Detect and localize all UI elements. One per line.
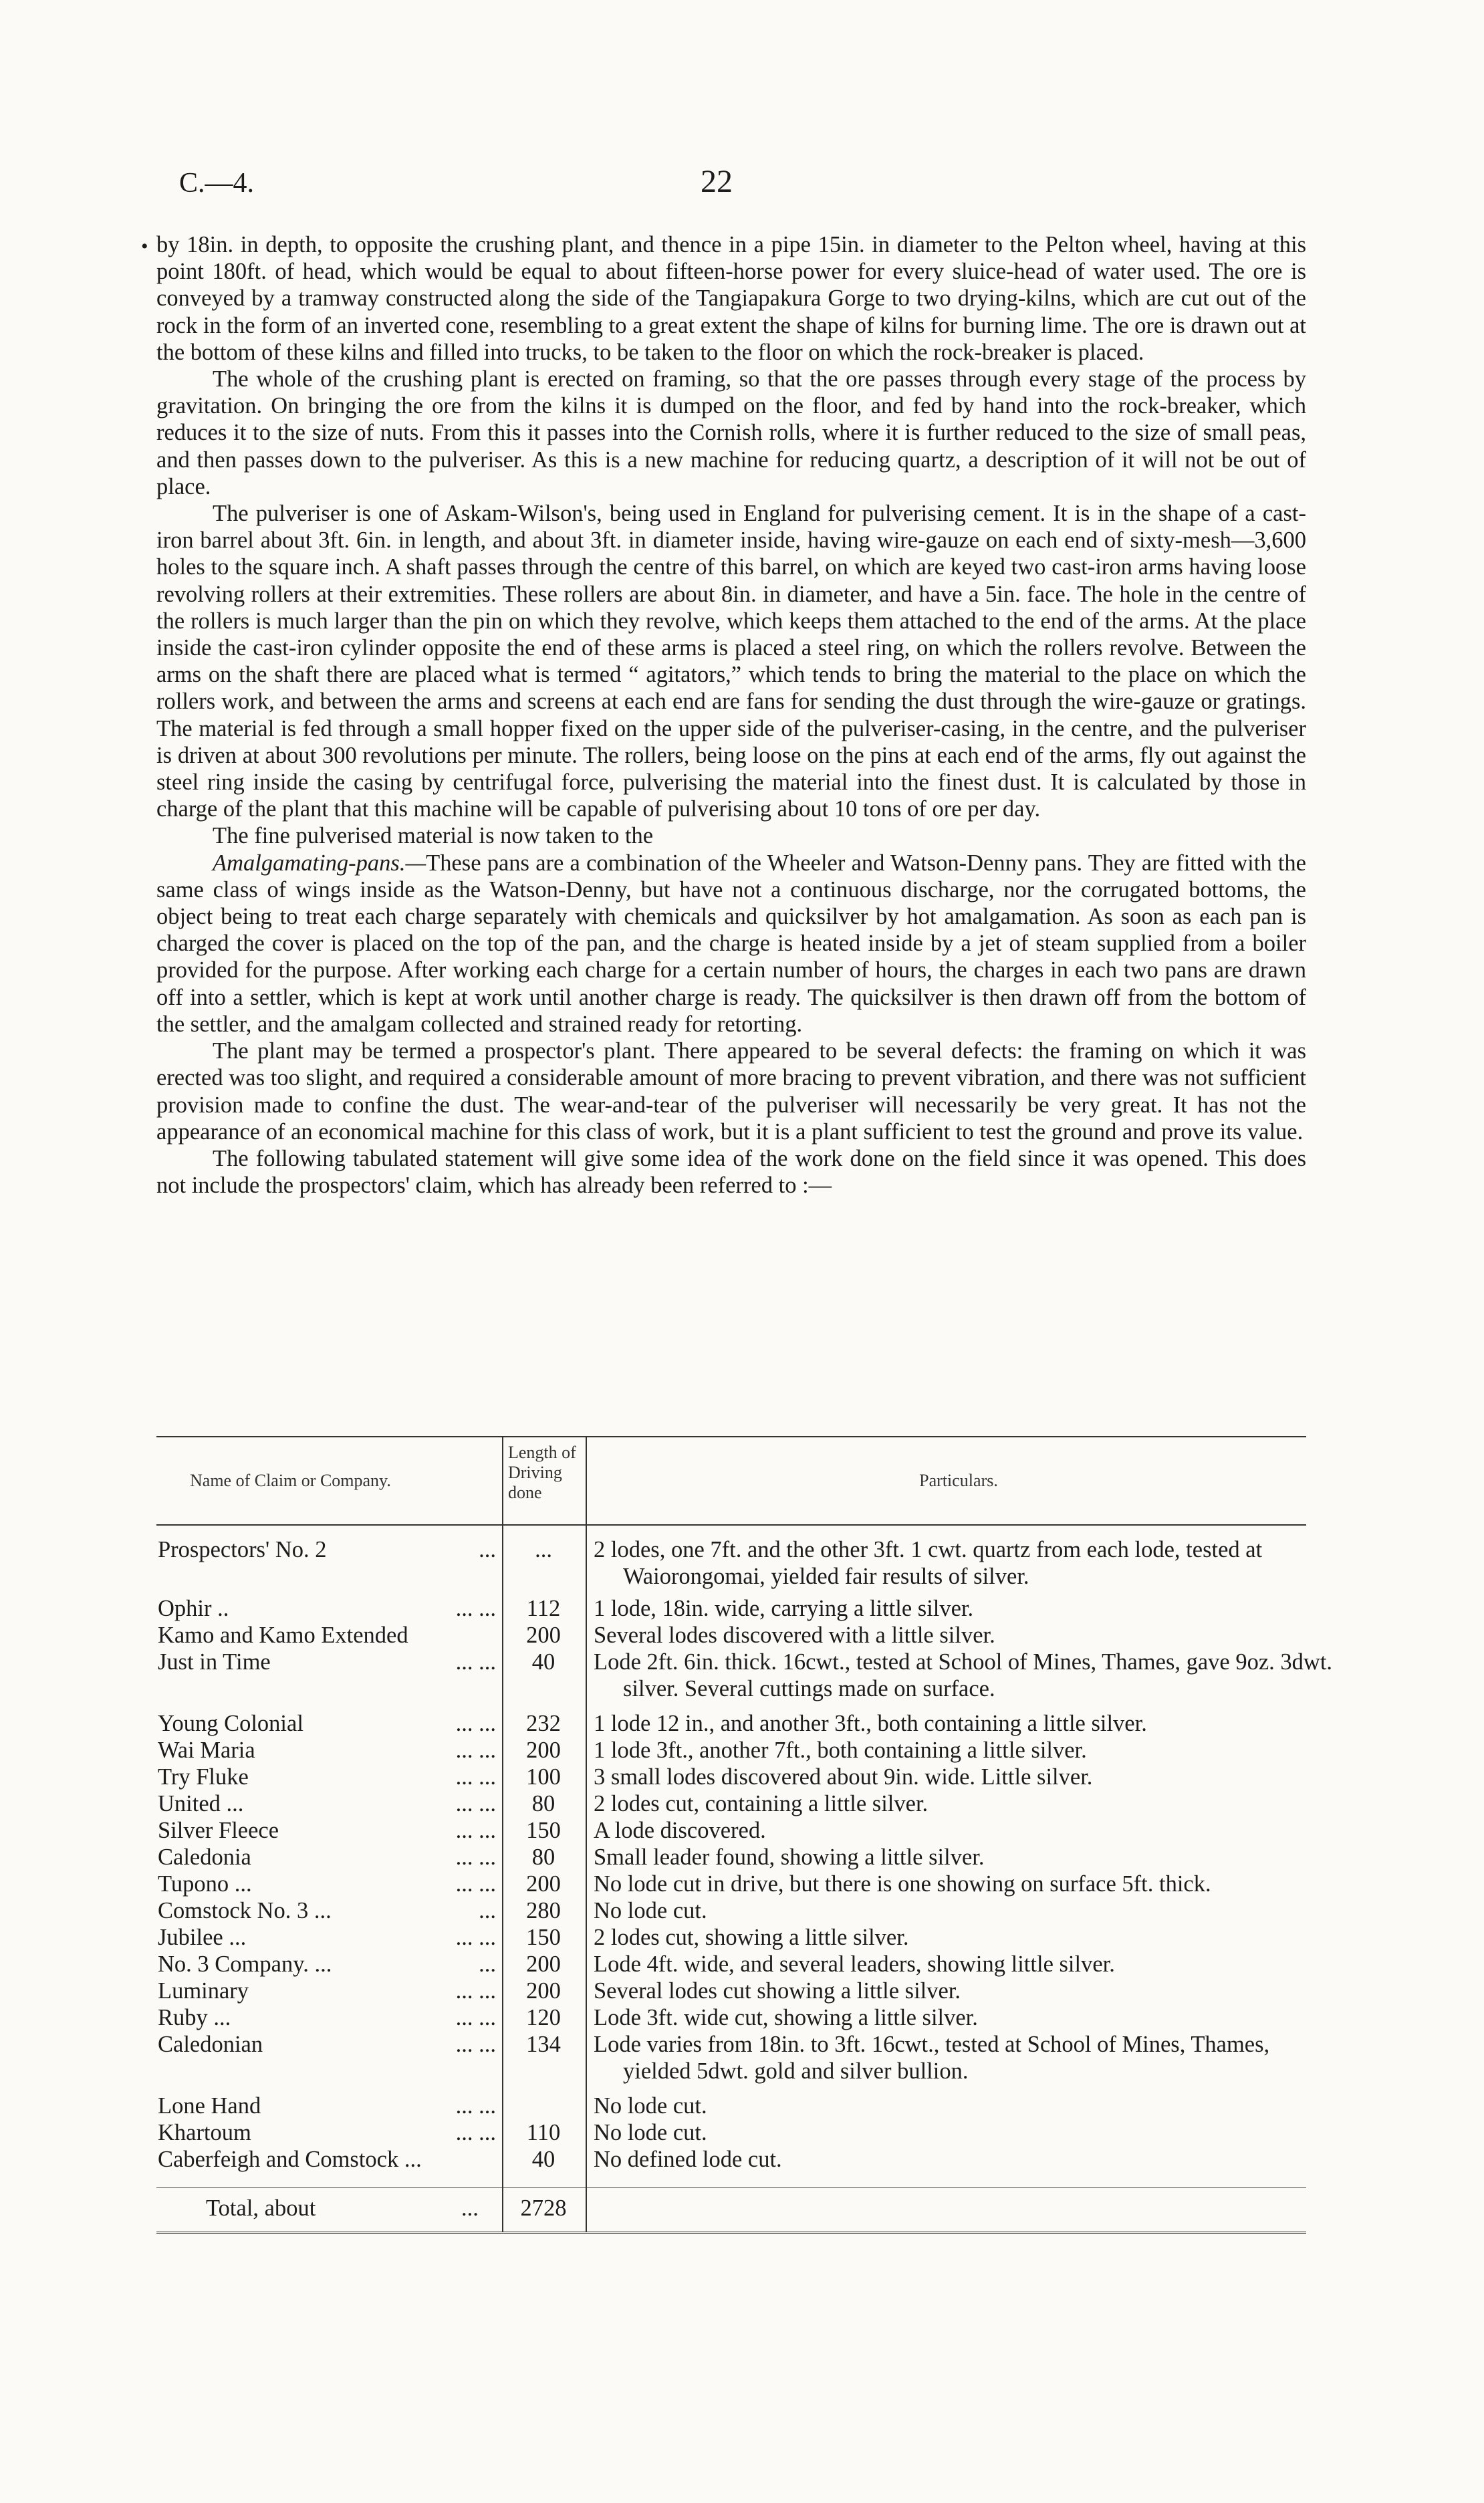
paragraph-text: These pans are a combination of the Wheeler and Watson-Denny pans. They are fitted with the same class of wings inside as the Watson-Denny, but have not a continuous discharge, nor the corrugated bottoms, the object being to treat each charge separately with chemicals and quicksilver by hot amalgamation. As soon as each pan is charged the cover is placed on the top of the pan, and the charge is heated inside by a jet of steam supplied from a boiler provided for the purpose. After working each charge for a certain number of hours, the charges in each two pans are drawn off into a settler, which is kept at work until another charge is ready. The quicksilver is then drawn off from the bottom of the settler, and the amalgam collected and strained ready for retorting. xyxy=(156,850,1306,1037)
leader-dots: ... xyxy=(479,1898,496,1923)
claim-name: Jubilee ... xyxy=(158,1925,247,1950)
driving-length: 200 xyxy=(526,1871,561,1897)
particulars: 2 lodes cut, containing a little silver. xyxy=(594,1791,929,1816)
claim-name: Caledonia xyxy=(158,1844,251,1870)
claim-name: Khartoum xyxy=(158,2120,251,2145)
margin-mark-icon: • xyxy=(141,235,148,257)
leader-dots: ... ... xyxy=(455,1738,496,1763)
leader-dots: ... ... xyxy=(455,1711,496,1736)
header-name: Name of Claim or Company. xyxy=(190,1471,391,1490)
claim-name: Caberfeigh and Comstock ... xyxy=(158,2147,422,2172)
table-row xyxy=(156,1897,1306,1924)
table-row xyxy=(156,2093,1306,2119)
particulars: No lode cut. xyxy=(594,2120,707,2145)
driving-length: 232 xyxy=(526,1711,561,1736)
table-row xyxy=(156,1817,1306,1844)
driving-length: 120 xyxy=(526,2005,561,2030)
driving-length: 150 xyxy=(526,1925,561,1950)
claim-name: Young Colonial xyxy=(158,1711,303,1736)
driving-length: 150 xyxy=(526,1818,561,1843)
section-heading: Amalgamating-pans.— xyxy=(213,850,426,876)
document-reference: C.—4. xyxy=(179,168,255,199)
total-label: Total, about xyxy=(206,2195,316,2221)
table-row xyxy=(156,1924,1306,1951)
table-rule xyxy=(156,2187,1306,2188)
claim-name: Wai Maria xyxy=(158,1738,255,1763)
table-row xyxy=(156,1978,1306,2004)
driving-length: 200 xyxy=(526,1978,561,2004)
claim-name: Try Fluke xyxy=(158,1764,249,1790)
table-row xyxy=(156,1710,1306,1737)
claim-name: Silver Fleece xyxy=(158,1818,279,1843)
page-number: 22 xyxy=(701,164,733,199)
particulars: Lode 2ft. 6in. thick. 16cwt., tested at School of Mines, Thames, gave 9oz. 3dwt. silver. Several cuttings made on surface. xyxy=(594,1649,1333,1701)
driving-length: 40 xyxy=(531,2147,555,2172)
particulars: Lode 3ft. wide cut, showing a little silver. xyxy=(594,2005,978,2030)
table-body xyxy=(156,1536,1333,2173)
driving-length: 80 xyxy=(531,1844,555,1870)
table-rule xyxy=(156,1524,1306,1526)
claim-name: Prospectors' No. 2 xyxy=(158,1537,327,1562)
driving-length: 110 xyxy=(526,2120,561,2145)
claim-name: Lone Hand xyxy=(158,2093,261,2119)
table-rule xyxy=(156,2232,1306,2236)
leader-dots: ... ... xyxy=(455,1871,496,1897)
particulars: 1 lode, 18in. wide, carrying a little silver. xyxy=(594,1596,974,1621)
particulars: Several lodes discovered with a little silver. xyxy=(594,1623,995,1648)
leader-dots: ... ... xyxy=(455,1844,496,1870)
paragraph: The whole of the crushing plant is erected on framing, so that the ore passes through every stage of the process by gravitation. On bringing the ore from the kilns it is dumped on the floor, and fed by hand into the rock-breaker, which reduces it to the size of nuts. From this it passes into the Cornish rolls, where it is further reduced to the size of small peas, and then passes down to the pulveriser. As this is a new machine for reducing quartz, a description of it will not be out of place. xyxy=(156,366,1306,499)
claim-name: Tupono ... xyxy=(158,1871,252,1897)
particulars: No lode cut in drive, but there is one showing on surface 5ft. thick. xyxy=(594,1871,1211,1897)
driving-length: 40 xyxy=(531,1649,555,1675)
table-row xyxy=(156,1790,1306,1817)
leader-dots: ... ... xyxy=(455,2032,496,2057)
paragraph: by 18in. in depth, to opposite the crushing plant, and thence in a pipe 15in. in diameter to the Pelton wheel, having at this point 180ft. of head, which would be equal to about fifteen-horse power for every sluice-head of water used. The ore is conveyed by a tramway constructed along the side of the Tangiapakura Gorge to two drying-kilns, which are cut out of the rock in the form of an inverted cone, resembling to a great extent the shape of kilns for burning lime. The ore is drawn out at the bottom of these kilns and filled into trucks, to be taken to the floor on which the rock-breaker is placed. xyxy=(156,232,1306,365)
driving-length: 134 xyxy=(526,2032,561,2057)
table-row xyxy=(156,2031,1306,2084)
claim-name: Ruby ... xyxy=(158,2005,231,2030)
paragraph xyxy=(156,850,1306,1038)
table-row xyxy=(156,2004,1306,2031)
leader-dots: ... xyxy=(461,2195,479,2221)
claim-name: United ... xyxy=(158,1791,244,1816)
table-row xyxy=(156,1871,1306,1897)
particulars: Lode varies from 18in. to 3ft. 16cwt., tested at School of Mines, Thames, yielded 5dwt. gold and silver bullion. xyxy=(594,2032,1270,2084)
driving-length: 80 xyxy=(531,1791,555,1816)
particulars: Several lodes cut showing a little silver. xyxy=(594,1978,961,2004)
claim-name: Luminary xyxy=(158,1978,249,2004)
particulars: A lode discovered. xyxy=(594,1818,766,1843)
table-row xyxy=(156,1844,1306,1871)
claim-name: Caledonian xyxy=(158,2032,263,2057)
driving-length: 200 xyxy=(526,1623,561,1648)
total-length: 2728 xyxy=(520,2195,567,2221)
leader-dots: ... xyxy=(479,1951,496,1977)
header-length: Length of Driving done xyxy=(508,1443,576,1502)
claim-name: Kamo and Kamo Extended xyxy=(158,1623,408,1648)
driving-length: 280 xyxy=(526,1898,561,1923)
table-row xyxy=(156,2119,1306,2146)
paragraph: The fine pulverised material is now taken to the xyxy=(213,823,654,849)
particulars: 1 lode 12 in., and another 3ft., both containing a little silver. xyxy=(594,1711,1147,1736)
particulars: No defined lode cut. xyxy=(594,2147,782,2172)
leader-dots: ... ... xyxy=(455,1649,496,1675)
particulars: 3 small lodes discovered about 9in. wide. Little silver. xyxy=(594,1764,1093,1790)
table-rule xyxy=(156,1436,1306,1437)
table-row xyxy=(156,1737,1306,1764)
leader-dots: ... ... xyxy=(455,2005,496,2030)
particulars: Small leader found, showing a little silver. xyxy=(594,1844,985,1870)
particulars: 2 lodes, one 7ft. and the other 3ft. 1 cwt. quartz from each lode, tested at Waiorongomai, yielded fair results of silver. xyxy=(594,1537,1263,1589)
page-header xyxy=(179,164,1290,214)
table-row xyxy=(156,1764,1306,1790)
driving-length: 112 xyxy=(526,1596,561,1621)
table-row xyxy=(156,2146,1306,2173)
particulars: No lode cut. xyxy=(594,2093,707,2119)
table-row xyxy=(156,1536,1306,1590)
particulars: 2 lodes cut, showing a little silver. xyxy=(594,1925,909,1950)
table-row xyxy=(156,1595,1306,1622)
leader-dots: ... ... xyxy=(455,1791,496,1816)
paragraph: The following tabulated statement will give some idea of the work done on the field since it was opened. This does not include the prospectors' claim, which has already been referred to :— xyxy=(156,1145,1306,1199)
leader-dots: ... ... xyxy=(455,1978,496,2004)
particulars: Lode 4ft. wide, and several leaders, showing little silver. xyxy=(594,1951,1115,1977)
particulars: No lode cut. xyxy=(594,1898,707,1923)
leader-dots: ... ... xyxy=(455,1925,496,1950)
leader-dots: ... ... xyxy=(455,1818,496,1843)
header-particulars: Particulars. xyxy=(919,1471,998,1490)
driving-length: 200 xyxy=(526,1738,561,1763)
table-row xyxy=(156,1649,1333,1702)
paragraph: The pulveriser is one of Askam-Wilson's, being used in England for pulverising cement. It is in the shape of a cast-iron barrel about 3ft. 6in. in length, and about 3ft. in diameter inside, having wire-gauze on each end of sixty-mesh—3,600 holes to the square inch. A shaft passes through the centre of this barrel, on which are keyed two cast-iron arms having loose revolving rollers at their extremities. These rollers are about 8in. in diameter, and have a 5in. face. The hole in the centre of the rollers is much larger than the pin on which they revolve, which keeps them attached to the end of the arms. At the place inside the cast-iron cylinder opposite the end of these arms is placed a steel ring, on which the rollers revolve. Between the arms on the shaft there are placed what is termed “ agitators,” which tends to bring the material to the place on which the rollers work, and between the arms and screens at each end are fans for sending the dust through the wire-gauze or gratings. The material is fed through a small hopper fixed on the upper side of the pulveriser-casing, in the centre, and the pulveriser is driven at about 300 revolutions per minute. The rollers, being loose on the pins at each end of the arms, fly out against the steel ring inside the casing by centrifugal force, pulverising the material into the finest dust. It is calculated by those in charge of the plant that this machine will be capable of pulverising about 10 tons of ore per day. xyxy=(156,501,1306,822)
claim-name: Just in Time xyxy=(158,1649,271,1675)
body-text xyxy=(156,231,1306,1199)
leader-dots: ... xyxy=(479,1537,496,1562)
table-row xyxy=(156,1951,1306,1978)
particulars: 1 lode 3ft., another 7ft., both containing a little silver. xyxy=(594,1738,1087,1763)
claim-name: No. 3 Company. ... xyxy=(158,1951,332,1977)
leader-dots: ... ... xyxy=(455,2093,496,2119)
table-row xyxy=(156,1622,1306,1649)
paragraph: The plant may be termed a prospector's plant. There appeared to be several defects: the framing on which it was erected was too slight, and required a considerable amount of more bracing to prevent vibration, and there was not sufficient provision made to confine the dust. The wear-and-tear of the pulveriser will necessarily be very great. It has not the appearance of an economical machine for this class of work, but it is a plant sufficient to test the ground and prove its value. xyxy=(156,1038,1306,1145)
driving-length: ... xyxy=(535,1537,552,1562)
driving-length: 100 xyxy=(526,1764,561,1790)
leader-dots: ... ... xyxy=(455,1596,496,1621)
claim-name: Comstock No. 3 ... xyxy=(158,1898,332,1923)
driving-length: 200 xyxy=(526,1951,561,1977)
leader-dots: ... ... xyxy=(455,2120,496,2145)
leader-dots: ... ... xyxy=(455,1764,496,1790)
claim-name: Ophir .. xyxy=(158,1596,229,1621)
